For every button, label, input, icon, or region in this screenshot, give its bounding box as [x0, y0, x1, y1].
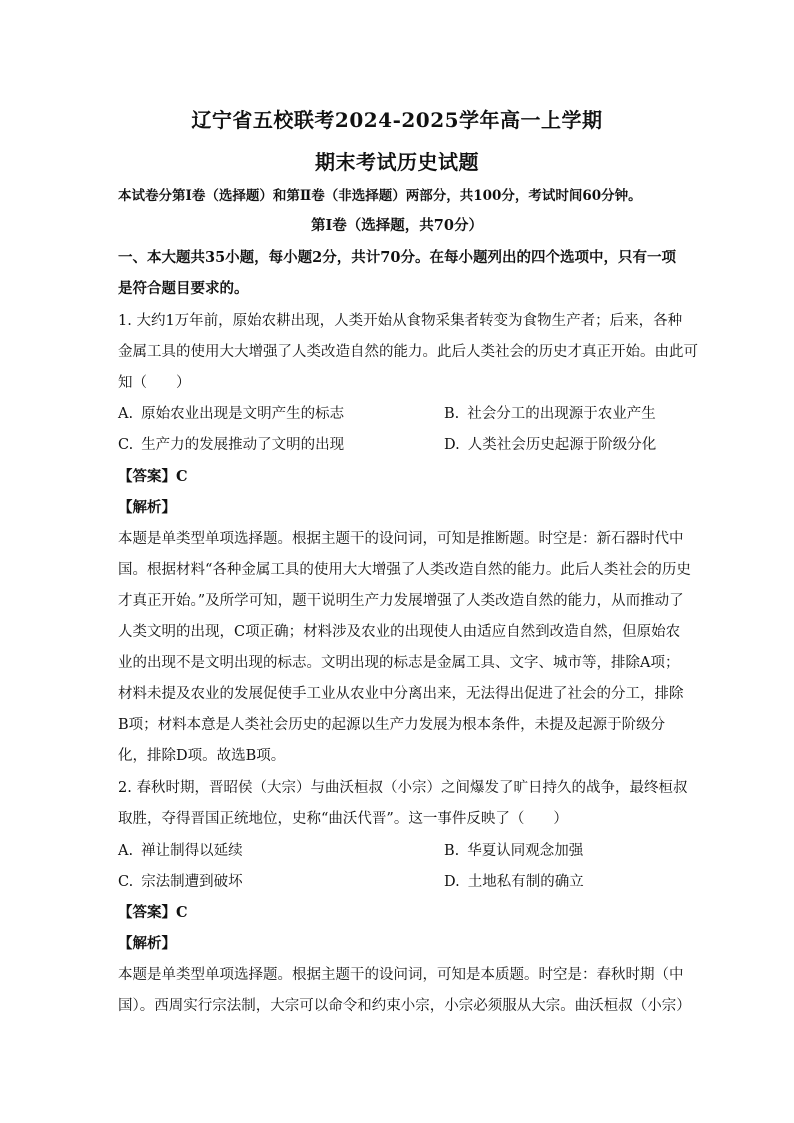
question-1-stem-line-3: 知（ ）	[118, 375, 191, 391]
question-2-analysis-line-1: 本题是单类型单项选择题。根据主题干的设问词，可知是本质题。时空是：春秋时期（中	[118, 967, 684, 983]
instruction-line-2: 是符合题目要求的。	[118, 280, 249, 297]
option-text: 生产力的发展推动了文明的出现	[141, 437, 345, 453]
exam-intro: 本试卷分第Ⅰ卷（选择题）和第Ⅱ卷（非选择题）两部分，共100分，考试时间60分钟。	[118, 188, 642, 204]
question-1-option-c	[118, 435, 344, 455]
question-1-option-a	[118, 404, 344, 424]
option-label: A.	[118, 843, 134, 859]
exam-title-line1: 辽宁省五校联考2024-2025学年高一上学期	[191, 108, 603, 132]
question-1-analysis-line-4: 人类文明的出现，C项正确；材料涉及农业的出现使人由适应自然到改造自然，但原始农	[118, 624, 681, 640]
option-text: 宗法制遭到破坏	[141, 874, 243, 890]
option-text: 土地私有制的确立	[467, 874, 584, 890]
option-label: C.	[118, 874, 134, 890]
option-label: C.	[118, 437, 134, 453]
question-2-option-a	[118, 841, 243, 861]
option-label: D.	[444, 874, 460, 890]
question-1-stem-line-1: 1. 大约1万年前，原始农耕出现，人类开始从食物采集者转变为食物生产者；后来，各种	[118, 313, 683, 329]
question-1-analysis-line-2: 国。根据材料“各种金属工具的使用大大增强了人类改造自然的能力。此后人类社会的历史	[118, 562, 691, 578]
question-2-stem-line-1: 2. 春秋时期，晋昭侯（大宗）与曲沃桓叔（小宗）之间爆发了旷日持久的战争，最终桓叔	[118, 780, 688, 796]
option-label: A.	[118, 406, 134, 422]
option-text: 人类社会历史起源于阶级分化	[467, 437, 657, 453]
option-text: 社会分工的出现源于农业产生	[467, 406, 656, 422]
question-2-analysis-line-2: 国）。西周实行宗法制，大宗可以命令和约束小宗，小宗必须服从大宗。曲沃桓叔（小宗）	[118, 998, 691, 1014]
option-text: 禅让制得以延续	[141, 843, 243, 859]
question-1-analysis-line-1: 本题是单类型单项选择题。根据主题干的设问词，可知是推断题。时空是：新石器时代中	[118, 531, 684, 547]
question-1-analysis-line-3: 才真正开始。”及所学可知，题干说明生产力发展增强了人类改造自然的能力，从而推动了	[118, 593, 684, 609]
question-1-answer: 【答案】C	[118, 468, 188, 485]
option-label: B.	[444, 406, 460, 422]
question-1-analysis-label: 【解析】	[118, 499, 176, 516]
option-text: 华夏认同观念加强	[467, 843, 584, 859]
option-text: 原始农业出现是文明产生的标志	[141, 406, 345, 422]
question-2-answer: 【答案】C	[118, 904, 188, 921]
option-label: D.	[444, 437, 460, 453]
question-2-option-d	[444, 872, 584, 892]
question-1-analysis-line-5: 业的出现不是文明出现的标志。文明出现的标志是金属工具、文字、城市等，排除A项；	[118, 655, 680, 671]
question-2-stem-line-2: 取胜，夺得晋国正统地位，史称“曲沃代晋”。这一事件反映了（ ）	[118, 811, 568, 827]
exam-title-line2: 期末考试历史试题	[315, 150, 479, 174]
question-2-option-b	[444, 841, 583, 861]
option-label: B.	[444, 843, 460, 859]
question-1-analysis-line-7: B项；材料本意是人类社会历史的起源以生产力发展为根本条件，未提及起源于阶级分	[118, 717, 666, 733]
question-2-analysis-label: 【解析】	[118, 935, 176, 952]
question-1-stem-line-2: 金属工具的使用大大增强了人类改造自然的能力。此后人类社会的历史才真正开始。由此可	[118, 344, 698, 360]
question-1-analysis-line-8: 化，排除D项。故选B项。	[118, 748, 286, 764]
instruction-line-1: 一、本大题共35小题，每小题2分，共计70分。在每小题列出的四个选项中，只有一项	[118, 249, 676, 266]
question-1-option-b	[444, 404, 656, 424]
section-title: 第Ⅰ卷（选择题，共70分）	[311, 217, 483, 234]
question-2-option-c	[118, 872, 243, 892]
question-1-option-d	[444, 435, 656, 455]
question-1-analysis-line-6: 材料未提及农业的发展促使手工业从农业中分离出来，无法得出促进了社会的分工，排除	[118, 686, 684, 702]
